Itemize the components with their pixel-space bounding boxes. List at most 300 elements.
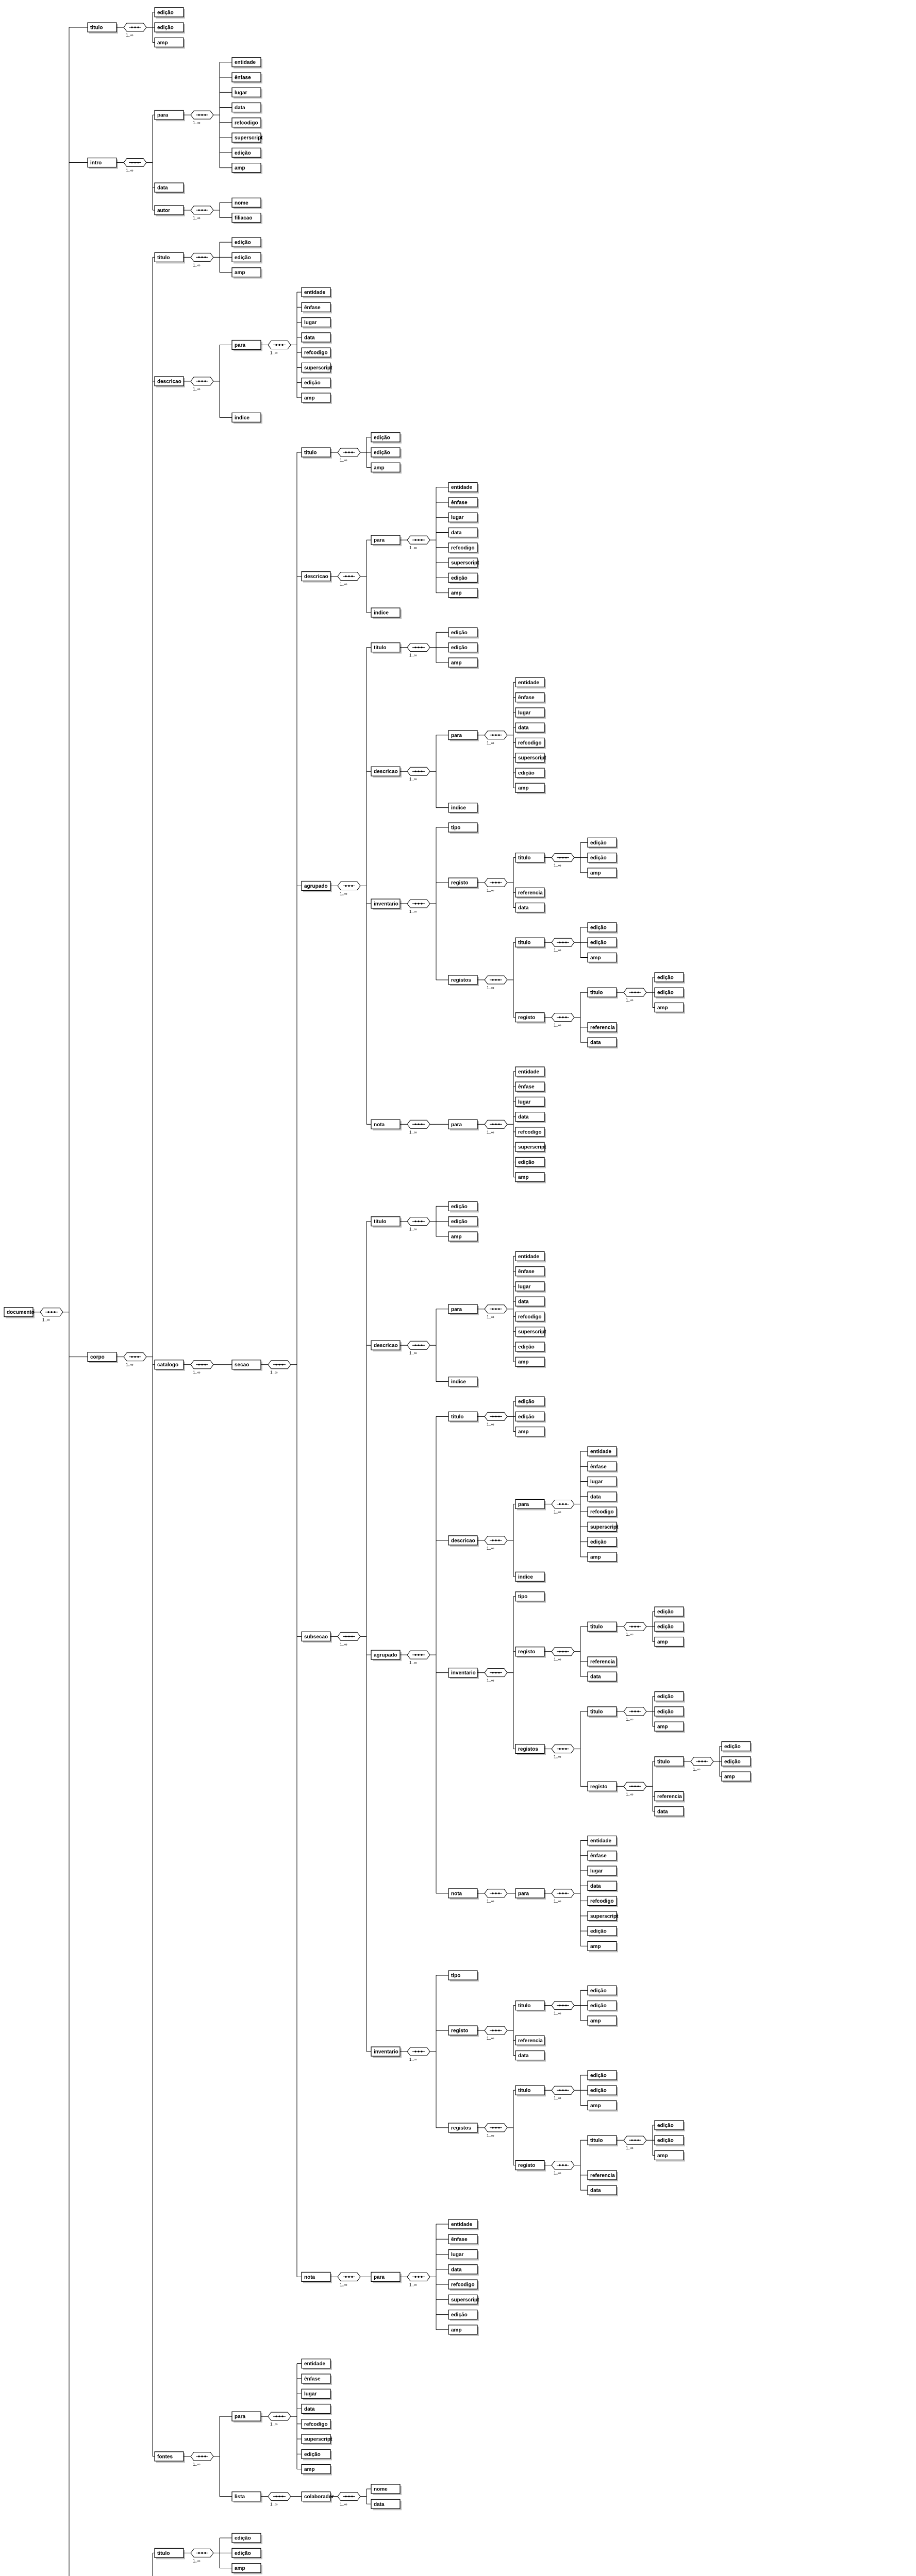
element-label: superscript — [304, 365, 332, 371]
element-label: edição — [590, 2073, 607, 2079]
element-enfase[interactable] — [515, 1267, 546, 1278]
element-superscript[interactable] — [302, 363, 332, 374]
element-edicao[interactable] — [448, 1201, 479, 1212]
element-superscript[interactable] — [302, 2434, 332, 2445]
element-label: refcodigo — [235, 120, 258, 126]
element-titulo[interactable] — [448, 1412, 479, 1422]
element-edicao[interactable] — [655, 2136, 685, 2146]
sequence-compositor — [552, 1500, 574, 1514]
element-enfase[interactable] — [588, 1851, 618, 1862]
element-refcodigo[interactable] — [515, 738, 546, 749]
element-entidade[interactable] — [515, 1251, 546, 1262]
sequence-compositor — [552, 1745, 574, 1759]
element-para[interactable] — [232, 2412, 262, 2422]
element-para[interactable] — [515, 1889, 546, 1900]
element-tipo[interactable] — [515, 1592, 546, 1603]
element-para[interactable] — [371, 2272, 402, 2283]
element-label: referencia — [590, 2173, 615, 2179]
element-referencia[interactable] — [588, 2171, 618, 2181]
element-superscript[interactable] — [515, 753, 546, 764]
element-amp[interactable] — [515, 783, 546, 794]
element-label: amp — [157, 40, 168, 46]
element-edicao[interactable] — [448, 2310, 479, 2321]
element-label: edição — [590, 1988, 607, 1994]
cardinality-label: 1..∞ — [554, 863, 561, 868]
element-para[interactable] — [448, 731, 479, 741]
element-label: lugar — [518, 710, 531, 716]
element-nome[interactable] — [232, 198, 262, 209]
element-lugar[interactable] — [302, 318, 332, 329]
element-data[interactable] — [588, 1038, 618, 1048]
element-inventario[interactable] — [448, 1668, 479, 1679]
element-amp[interactable] — [588, 2100, 618, 2111]
element-edicao[interactable] — [722, 1742, 752, 1753]
element-para[interactable] — [232, 340, 262, 351]
element-autor[interactable] — [155, 206, 185, 216]
element-edicao[interactable] — [515, 1397, 546, 1408]
element-lugar[interactable] — [515, 1282, 546, 1293]
element-refcodigo[interactable] — [588, 1507, 618, 1518]
cardinality-label: 1..∞ — [193, 386, 201, 392]
element-agrupado[interactable] — [371, 1650, 402, 1661]
element-amp[interactable] — [588, 868, 618, 879]
element-label: edição — [451, 2312, 468, 2318]
element-edicao[interactable] — [232, 252, 262, 263]
element-titulo[interactable] — [371, 1217, 402, 1228]
element-refcodigo[interactable] — [515, 1312, 546, 1323]
element-superscript[interactable] — [515, 1327, 546, 1338]
element-titulo[interactable] — [302, 448, 332, 459]
element-label: inventario — [374, 2049, 398, 2055]
cardinality-label: 1..∞ — [626, 998, 634, 1003]
element-amp[interactable] — [448, 588, 479, 599]
element-refcodigo[interactable] — [448, 543, 479, 554]
element-edicao[interactable] — [155, 8, 185, 19]
element-corpo[interactable] — [88, 1352, 118, 1363]
element-amp[interactable] — [448, 1232, 479, 1243]
element-refcodigo[interactable] — [302, 348, 332, 359]
element-label: edição — [590, 2088, 607, 2094]
element-label: amp — [518, 1359, 529, 1365]
element-label: data — [304, 335, 315, 341]
element-label: corpo — [90, 1354, 105, 1361]
element-subsecao[interactable] — [302, 1632, 332, 1642]
element-label: titulo — [374, 1219, 387, 1225]
element-lugar[interactable] — [302, 2389, 332, 2400]
element-edicao[interactable] — [588, 923, 618, 934]
element-edicao[interactable] — [588, 2071, 618, 2081]
cardinality-label: 1..∞ — [554, 1657, 561, 1662]
element-data[interactable] — [655, 1807, 685, 1818]
element-label: descricao — [451, 1538, 475, 1544]
element-label: titulo — [90, 25, 103, 31]
element-label: lista — [235, 2494, 245, 2500]
element-titulo[interactable] — [588, 988, 618, 998]
element-edicao[interactable] — [232, 2548, 262, 2559]
element-data[interactable] — [515, 1297, 546, 1308]
element-amp[interactable] — [232, 2564, 262, 2574]
element-edicao[interactable] — [722, 1757, 752, 1768]
element-lugar[interactable] — [448, 2250, 479, 2261]
element-data[interactable] — [155, 183, 185, 194]
element-label: registo — [518, 1649, 536, 1655]
element-label: fontes — [157, 2454, 173, 2460]
element-nota[interactable] — [448, 1889, 479, 1900]
element-indice[interactable] — [515, 1572, 546, 1583]
element-superscript[interactable] — [232, 133, 263, 144]
element-superscript[interactable] — [588, 1522, 619, 1533]
element-data[interactable] — [302, 333, 332, 344]
element-catalogo[interactable] — [155, 1360, 185, 1371]
element-registo[interactable] — [588, 1782, 618, 1792]
element-edicao[interactable] — [448, 1217, 479, 1228]
element-label: edição — [518, 770, 535, 776]
element-registos[interactable] — [515, 1744, 546, 1755]
element-tipo[interactable] — [448, 1971, 479, 1981]
element-tipo[interactable] — [448, 823, 479, 834]
element-intro[interactable] — [88, 158, 118, 169]
element-enfase[interactable] — [515, 693, 546, 704]
element-titulo[interactable] — [515, 938, 546, 948]
element-documento[interactable] — [4, 1308, 35, 1318]
element-data[interactable] — [302, 2404, 332, 2415]
element-enfase[interactable] — [515, 1082, 546, 1093]
element-amp[interactable] — [448, 2325, 479, 2336]
element-enfase[interactable] — [302, 302, 332, 313]
cardinality-label: 1..∞ — [340, 891, 347, 896]
element-para[interactable] — [448, 1120, 479, 1130]
element-lugar[interactable] — [232, 88, 262, 98]
element-edicao[interactable] — [302, 378, 332, 389]
element-label: registos — [451, 2125, 471, 2131]
element-secao[interactable] — [232, 1360, 262, 1371]
element-amp[interactable] — [448, 658, 479, 669]
element-indice[interactable] — [371, 608, 402, 619]
element-fontes[interactable] — [155, 2452, 185, 2463]
element-lugar[interactable] — [515, 1097, 546, 1108]
element-indice[interactable] — [448, 1377, 479, 1388]
sequence-compositor — [338, 2493, 360, 2507]
cardinality-label: 1..∞ — [693, 1767, 701, 1772]
element-label: entidade — [518, 680, 540, 686]
element-edicao[interactable] — [515, 768, 546, 779]
element-edicao[interactable] — [302, 2449, 332, 2460]
element-registo[interactable] — [515, 1647, 546, 1658]
element-descricao[interactable] — [371, 767, 402, 777]
element-label: colaborador — [304, 2494, 334, 2500]
element-edicao[interactable] — [515, 1157, 546, 1168]
element-inventario[interactable] — [371, 2047, 402, 2058]
element-superscript[interactable] — [448, 558, 479, 569]
element-amp[interactable] — [588, 953, 618, 963]
element-label: nome — [235, 200, 248, 206]
element-edicao[interactable] — [448, 643, 479, 654]
cardinality-label: 1..∞ — [340, 2502, 347, 2507]
element-edicao[interactable] — [655, 988, 685, 998]
element-titulo[interactable] — [588, 2136, 618, 2146]
element-referencia[interactable] — [588, 1657, 618, 1668]
element-edicao[interactable] — [448, 573, 479, 584]
element-label: edição — [518, 1159, 535, 1165]
element-nota[interactable] — [302, 2272, 332, 2283]
element-label: data — [590, 1883, 601, 1889]
sequence-compositor — [338, 1632, 360, 1647]
element-label: lugar — [451, 515, 464, 521]
element-edicao[interactable] — [232, 2533, 262, 2544]
element-label: nome — [374, 2486, 388, 2493]
element-label: superscript — [451, 2297, 479, 2303]
element-amp[interactable] — [655, 2150, 685, 2161]
element-label: data — [590, 2188, 601, 2194]
element-label: edição — [590, 2003, 607, 2009]
element-agrupado[interactable] — [302, 881, 332, 892]
element-refcodigo[interactable] — [302, 2419, 332, 2430]
element-edicao[interactable] — [588, 2086, 618, 2096]
element-label: entidade — [590, 1449, 612, 1455]
cardinality-label: 1..∞ — [270, 1370, 278, 1375]
element-data[interactable] — [588, 1492, 618, 1503]
element-superscript[interactable] — [588, 1911, 619, 1922]
element-titulo[interactable] — [515, 2086, 546, 2096]
element-entidade[interactable] — [232, 58, 262, 69]
element-descricao[interactable] — [448, 1536, 479, 1547]
element-referencia[interactable] — [655, 1792, 685, 1803]
element-label: indice — [235, 415, 249, 421]
element-label: edição — [724, 1759, 741, 1765]
element-label: edição — [157, 10, 174, 16]
element-refcodigo[interactable] — [515, 1127, 546, 1138]
cardinality-label: 1..∞ — [487, 1546, 494, 1551]
element-colaborador[interactable] — [302, 2492, 334, 2503]
element-amp[interactable] — [515, 1357, 546, 1368]
element-refcodigo[interactable] — [448, 2280, 479, 2291]
element-data[interactable] — [448, 2265, 479, 2276]
element-edicao[interactable] — [588, 938, 618, 948]
element-superscript[interactable] — [515, 1142, 546, 1153]
element-amp[interactable] — [232, 268, 262, 279]
element-data[interactable] — [588, 1672, 618, 1683]
element-label: edição — [590, 940, 607, 946]
sequence-compositor — [485, 1889, 507, 1904]
cardinality-label: 1..∞ — [42, 1317, 50, 1323]
element-edicao[interactable] — [371, 433, 402, 444]
element-para[interactable] — [515, 1499, 546, 1510]
element-registo[interactable] — [515, 1013, 546, 1024]
element-entidade[interactable] — [448, 2219, 479, 2230]
cardinality-label: 1..∞ — [270, 350, 278, 355]
element-titulo[interactable] — [371, 643, 402, 654]
element-data[interactable] — [515, 1112, 546, 1123]
element-label: titulo — [157, 2550, 170, 2556]
element-nome[interactable] — [371, 2484, 402, 2495]
element-data[interactable] — [588, 2185, 618, 2196]
element-label: edição — [657, 1609, 674, 1615]
element-amp[interactable] — [655, 1003, 685, 1013]
element-edicao[interactable] — [588, 853, 618, 864]
element-label: edição — [518, 1344, 535, 1350]
element-label: entidade — [590, 1838, 612, 1844]
cardinality-label: 1..∞ — [126, 168, 134, 173]
element-amp[interactable] — [155, 38, 185, 48]
element-entidade[interactable] — [588, 1447, 618, 1458]
element-amp[interactable] — [232, 163, 262, 174]
element-para[interactable] — [371, 535, 402, 546]
element-data[interactable] — [371, 2499, 402, 2510]
cardinality-label: 1..∞ — [487, 2133, 494, 2138]
element-amp[interactable] — [588, 1941, 618, 1952]
element-entidade[interactable] — [515, 677, 546, 688]
element-titulo[interactable] — [515, 2001, 546, 2012]
element-referencia[interactable] — [515, 888, 546, 899]
element-titulo[interactable] — [655, 1757, 685, 1768]
element-para[interactable] — [448, 1304, 479, 1315]
element-label: referencia — [590, 1659, 615, 1665]
element-refcodigo[interactable] — [588, 1896, 618, 1907]
element-amp[interactable] — [371, 463, 402, 473]
element-label: para — [235, 342, 246, 348]
element-label: indice — [451, 1379, 466, 1385]
element-label: edição — [590, 1539, 607, 1546]
element-edicao[interactable] — [655, 1692, 685, 1703]
element-label: registos — [451, 977, 471, 984]
element-label: entidade — [451, 485, 473, 491]
element-amp[interactable] — [588, 2016, 618, 2027]
element-label: superscript — [518, 1144, 546, 1150]
element-label: edição — [451, 630, 468, 636]
element-edicao[interactable] — [448, 628, 479, 638]
element-label: amp — [657, 1724, 668, 1730]
element-label: entidade — [235, 60, 256, 66]
element-enfase[interactable] — [448, 498, 479, 509]
element-label: superscript — [518, 755, 546, 761]
element-lista[interactable] — [232, 2492, 262, 2503]
element-edicao[interactable] — [515, 1412, 546, 1422]
element-entidade[interactable] — [448, 483, 479, 494]
element-label: descricao — [374, 1343, 398, 1349]
element-descricao[interactable] — [302, 572, 332, 583]
element-titulo[interactable] — [155, 2548, 185, 2559]
element-filiacao[interactable] — [232, 213, 262, 224]
element-edicao[interactable] — [371, 448, 402, 459]
cardinality-label: 1..∞ — [626, 1717, 634, 1722]
cardinality-label: 1..∞ — [554, 2011, 561, 2016]
element-data[interactable] — [232, 103, 262, 114]
element-registos[interactable] — [448, 2123, 479, 2134]
element-edicao[interactable] — [588, 2001, 618, 2012]
element-enfase[interactable] — [302, 2374, 332, 2385]
element-entidade[interactable] — [588, 1836, 618, 1846]
element-edicao[interactable] — [515, 1342, 546, 1353]
element-label: para — [451, 1307, 462, 1313]
element-referencia[interactable] — [515, 2036, 546, 2046]
element-edicao[interactable] — [155, 23, 185, 33]
element-edicao[interactable] — [232, 148, 262, 159]
element-refcodigo[interactable] — [232, 118, 262, 129]
element-indice[interactable] — [448, 803, 479, 814]
element-lugar[interactable] — [515, 708, 546, 719]
element-descricao[interactable] — [155, 377, 185, 387]
element-edicao[interactable] — [588, 1537, 618, 1548]
element-amp[interactable] — [655, 1722, 685, 1733]
element-amp[interactable] — [722, 1772, 752, 1783]
element-edicao[interactable] — [588, 1926, 618, 1937]
element-entidade[interactable] — [302, 287, 332, 298]
element-lugar[interactable] — [588, 1477, 618, 1488]
element-label: data — [657, 1809, 668, 1815]
element-lugar[interactable] — [448, 513, 479, 523]
element-data[interactable] — [515, 723, 546, 734]
element-registos[interactable] — [448, 975, 479, 986]
element-label: amp — [451, 660, 462, 666]
sequence-compositor — [407, 767, 430, 782]
element-registo[interactable] — [448, 2026, 479, 2037]
element-lugar[interactable] — [588, 1866, 618, 1877]
element-edicao[interactable] — [588, 1986, 618, 1996]
element-data[interactable] — [515, 2051, 546, 2062]
sequence-compositor — [552, 854, 574, 868]
element-data[interactable] — [515, 903, 546, 914]
element-label: edição — [657, 1694, 674, 1700]
element-superscript[interactable] — [448, 2295, 479, 2306]
element-edicao[interactable] — [655, 973, 685, 984]
element-label: superscript — [235, 135, 263, 141]
element-titulo[interactable] — [88, 23, 118, 33]
element-titulo[interactable] — [515, 853, 546, 864]
element-registo[interactable] — [515, 2161, 546, 2172]
element-data[interactable] — [448, 528, 479, 539]
element-label: autor — [157, 208, 170, 214]
element-amp[interactable] — [655, 1637, 685, 1648]
element-titulo[interactable] — [155, 252, 185, 263]
element-registo[interactable] — [448, 878, 479, 889]
sequence-compositor — [485, 731, 507, 745]
element-edicao[interactable] — [655, 1607, 685, 1618]
element-titulo[interactable] — [588, 1707, 618, 1718]
element-enfase[interactable] — [232, 73, 262, 83]
element-descricao[interactable] — [371, 1341, 402, 1351]
element-referencia[interactable] — [588, 1023, 618, 1033]
element-para[interactable] — [155, 110, 185, 121]
element-indice[interactable] — [232, 413, 262, 423]
cardinality-label: 1..∞ — [626, 2146, 634, 2151]
element-amp[interactable] — [302, 393, 332, 404]
element-inventario[interactable] — [371, 899, 402, 910]
element-edicao[interactable] — [232, 238, 262, 248]
element-enfase[interactable] — [588, 1462, 618, 1472]
element-amp[interactable] — [588, 1552, 618, 1563]
element-edicao[interactable] — [588, 838, 618, 849]
element-amp[interactable] — [515, 1173, 546, 1183]
element-nota[interactable] — [371, 1120, 402, 1130]
element-enfase[interactable] — [448, 2234, 479, 2245]
element-amp[interactable] — [515, 1427, 546, 1438]
element-amp[interactable] — [302, 2465, 332, 2476]
element-label: amp — [235, 2566, 245, 2572]
element-entidade[interactable] — [515, 1067, 546, 1078]
element-label: ênfase — [590, 1464, 607, 1470]
element-edicao[interactable] — [655, 1707, 685, 1718]
element-titulo[interactable] — [588, 1622, 618, 1633]
sequence-compositor — [407, 1120, 430, 1134]
element-edicao[interactable] — [655, 2121, 685, 2131]
sequence-compositor — [624, 988, 646, 1003]
sequence-compositor — [407, 1341, 430, 1355]
element-edicao[interactable] — [655, 1622, 685, 1633]
element-label: amp — [590, 1943, 601, 1950]
element-data[interactable] — [588, 1881, 618, 1892]
element-label: subsecao — [304, 1634, 328, 1640]
element-entidade[interactable] — [302, 2359, 332, 2370]
